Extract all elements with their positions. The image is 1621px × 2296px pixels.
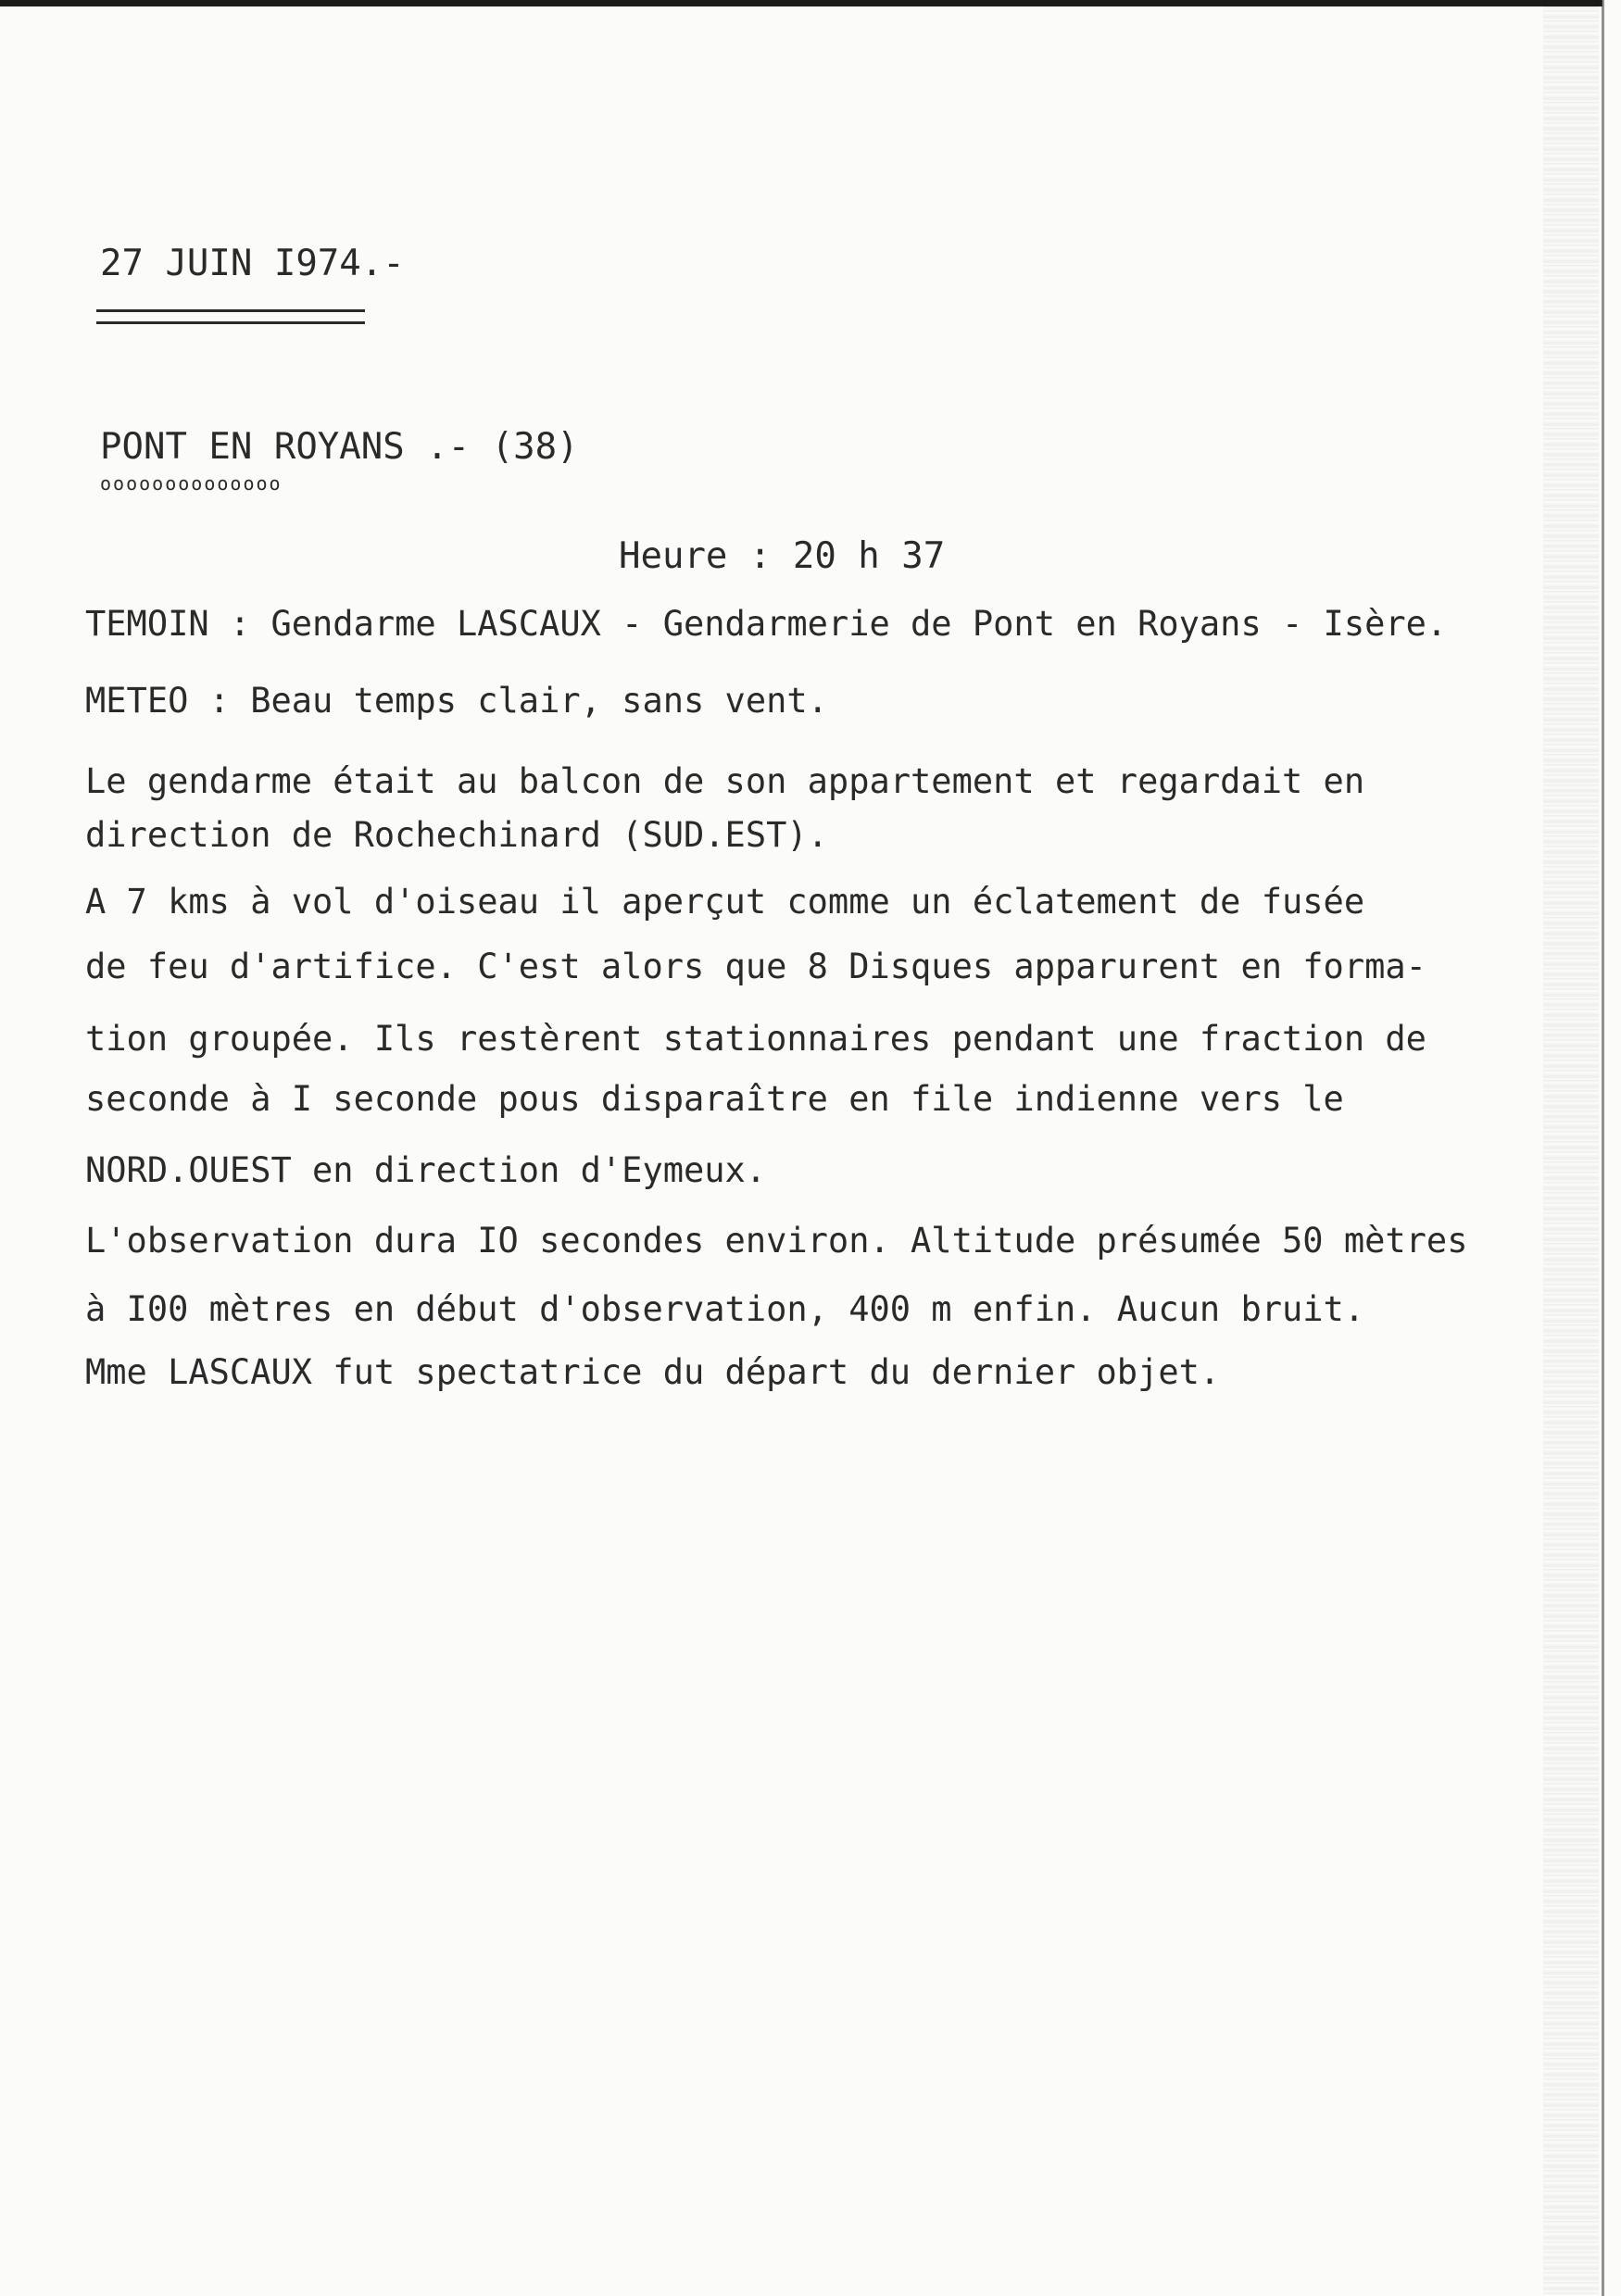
scan-top-edge: [0, 0, 1602, 6]
scan-noise: [1543, 0, 1599, 2296]
text-line: seconde à I seconde pous disparaître en file indienne vers le: [85, 1079, 1344, 1119]
text-line: de feu d'artifice. C'est alors que 8 Disques apparurent en forma-: [85, 947, 1426, 986]
text-line: tion groupée. Ils restèrent stationnaires pendant une fraction de: [85, 1019, 1426, 1059]
date-underline: [96, 309, 365, 324]
text-line: L'observation dura IO secondes environ. Altitude présumée 50 mètres: [85, 1221, 1468, 1261]
text-line: NORD.OUEST en direction d'Eymeux.: [85, 1150, 767, 1190]
report-location: PONT EN ROYANS .- (38): [100, 426, 579, 468]
text-line: A 7 kms à vol d'oiseau il aperçut comme un éclatement de fusée: [85, 882, 1365, 922]
text-line: Mme LASCAUX fut spectatrice du départ du dernier objet.: [85, 1352, 1221, 1392]
text-line: Le gendarme était au balcon de son appartement et regardait en: [85, 761, 1365, 801]
text-line: TEMOIN : Gendarme LASCAUX - Gendarmerie de Pont en Royans - Isère.: [85, 604, 1448, 644]
text-line: direction de Rochechinard (SUD.EST).: [85, 815, 828, 855]
text-line: à I00 mètres en début d'observation, 400 m enfin. Aucun bruit.: [85, 1289, 1365, 1329]
location-underline: oooooooooooooo: [100, 472, 283, 495]
text-line: METEO : Beau temps clair, sans vent.: [85, 681, 828, 721]
report-time: Heure : 20 h 37: [619, 535, 946, 577]
scan-right-edge: [1602, 0, 1604, 2296]
report-date: 27 JUIN I974.-: [100, 243, 405, 284]
